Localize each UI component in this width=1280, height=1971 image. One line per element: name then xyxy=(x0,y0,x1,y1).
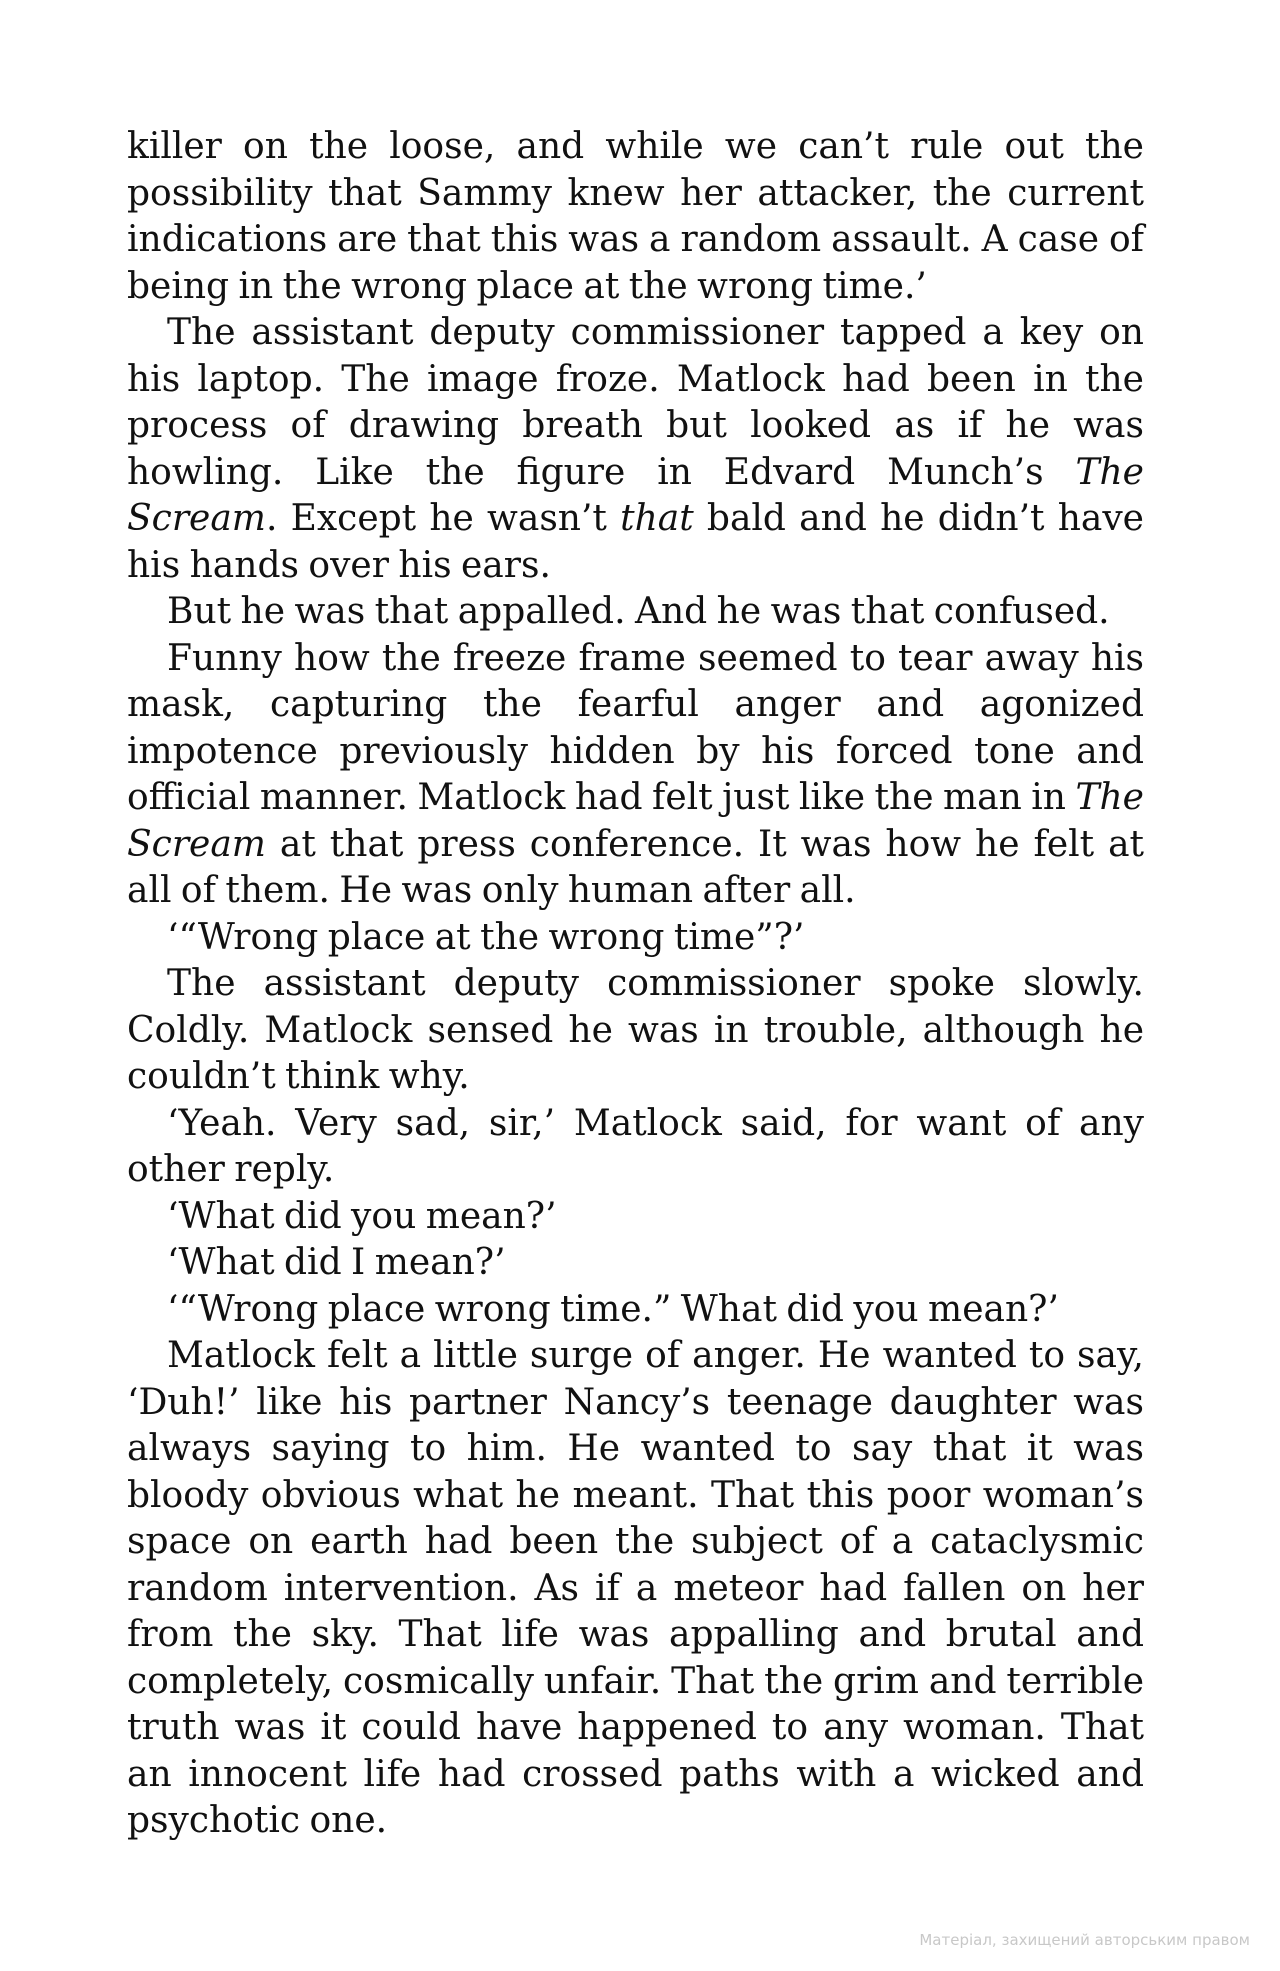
paragraph-6: The assistant deputy commissioner spoke slowly. Coldly. Matlock sensed he was in trouble, although he couldn’t think why. xyxy=(127,963,1144,1097)
paragraph-2 xyxy=(127,310,1144,589)
paragraph-8: ‘What did you mean?’ xyxy=(167,1195,557,1237)
paragraph-1: killer on the loose, and while we can’t rule out the possibility that Sammy knew her attacker, the current indications are that this was a random assault. A case of being in the wrong place at the wrong time.’ xyxy=(127,126,1144,307)
book-page-text xyxy=(127,124,1144,1845)
copyright-watermark: Матеріал, захищений авторським правом xyxy=(919,1931,1250,1949)
paragraph-3: But he was that appalled. And he was that confused. xyxy=(167,591,1110,632)
paragraph-7: ‘Yeah. Very sad, sir,’ Matlock said, for want of any other reply. xyxy=(127,1102,1144,1190)
paragraph-2-text-b: . Except he wasn’t xyxy=(265,498,621,539)
paragraph-4-title-italic: The Scream xyxy=(127,777,1144,865)
paragraph-5: ‘“Wrong place at the wrong time”?’ xyxy=(167,916,805,958)
paragraph-2-text-a: The assistant deputy commissioner tapped a key on his laptop. The image froze. Matlock had been in the process of drawing breath but looked as if he was howling. Like the figure in Edvard Munch’s xyxy=(127,312,1144,493)
paragraph-9: ‘What did I mean?’ xyxy=(167,1242,506,1283)
paragraph-2-text-c: bald and he didn’t have his hands over his ears. xyxy=(127,498,1144,586)
paragraph-10: ‘“Wrong place wrong time.” What did you mean?’ xyxy=(167,1288,1059,1330)
paragraph-4-text-b: at that press conference. It was how he felt at all of them. He was only human after all. xyxy=(127,823,1144,911)
paragraph-11: Matlock felt a little surge of anger. He wanted to say, ‘Duh!’ like his partner Nancy’s teenage daughter was always saying to him. He wanted to say that it was bloody obvious what he meant. That this poor woman’s space on earth had been the subject of a cataclysmic random intervention. As if a meteor had fallen on her from the sky. That life was appalling and brutal and completely, cosmically unfair. That the grim and terrible truth was it could have happened to any woman. That an innocent life had crossed paths with a wicked and psychotic one. xyxy=(127,1335,1144,1841)
paragraph-2-title-italic: The Scream xyxy=(127,451,1144,539)
paragraph-2-emphasis-italic: that xyxy=(620,498,694,539)
paragraph-4-text-a: Funny how the freeze frame seemed to tear away his mask, capturing the fearful anger and agonized impotence previously hidden by his forced tone and official manner. Matlock had felt just like the man in xyxy=(127,637,1144,818)
paragraph-4 xyxy=(127,636,1144,915)
